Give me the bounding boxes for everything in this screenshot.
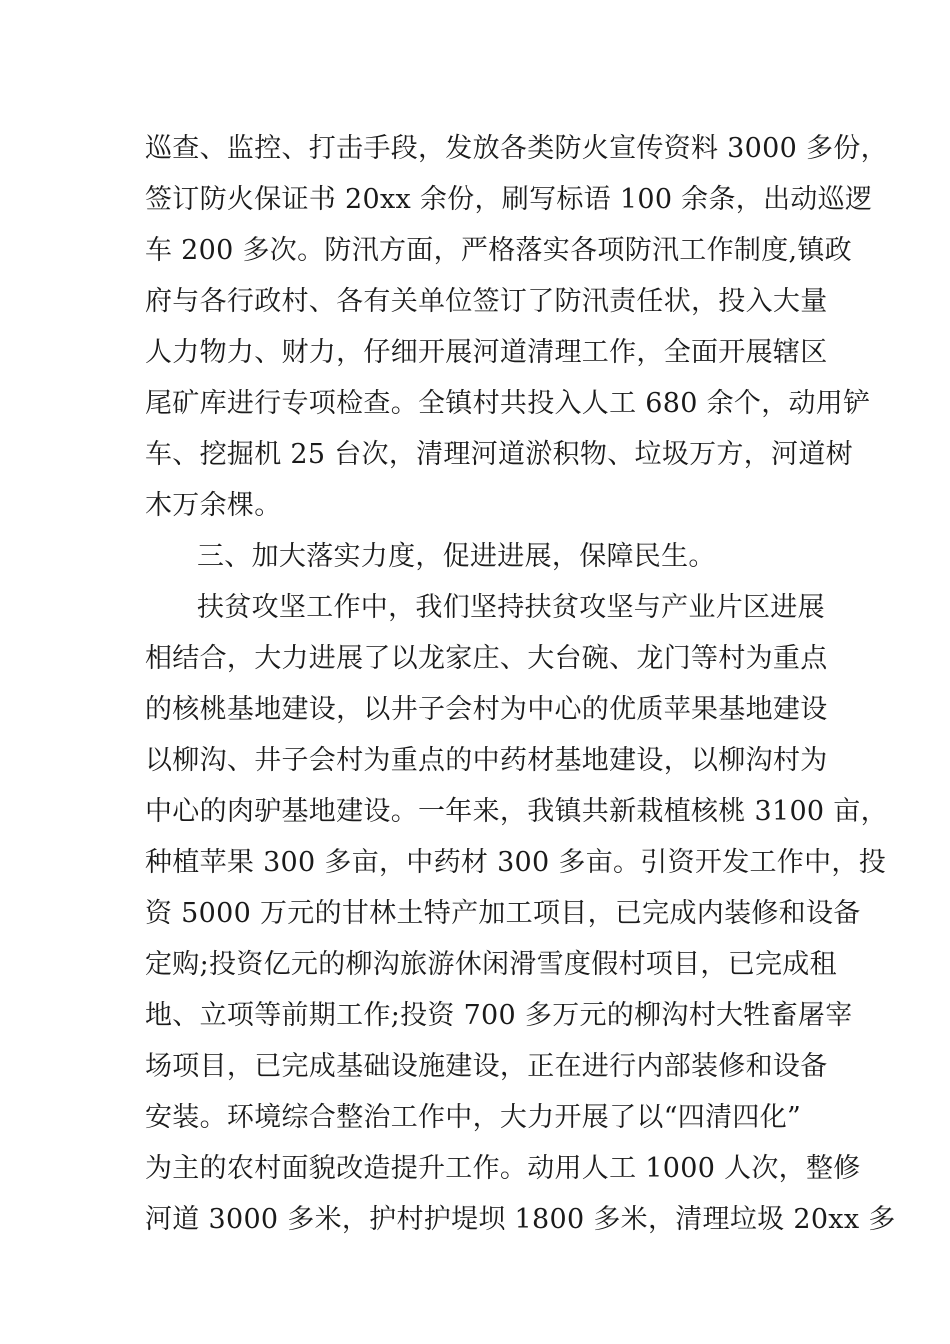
text-line: 场项目，已完成基础设施建设，正在进行内部装修和设备 <box>145 1051 828 1082</box>
text-line: 签订防火保证书 20xx 余份，刷写标语 100 余条，出动巡逻 <box>145 184 873 215</box>
text-line: 尾矿库进行专项检查。全镇村共投入人工 680 余个，动用铲 <box>145 388 871 419</box>
text-line: 中心的肉驴基地建设。一年来，我镇共新栽植核桃 3100 亩， <box>145 796 888 827</box>
text-line: 扶贫攻坚工作中，我们坚持扶贫攻坚与产业片区进展 <box>197 592 825 623</box>
text-line: 府与各行政村、各有关单位签订了防汛责任状，投入大量 <box>145 286 828 317</box>
text-line: 为主的农村面貌改造提升工作。动用人工 1000 人次，整修 <box>145 1153 861 1184</box>
text-line: 定购;投资亿元的柳沟旅游休闲滑雪度假村项目，已完成租 <box>145 949 837 980</box>
text-line: 资 5000 万元的甘林土特产加工项目，已完成内装修和设备 <box>145 898 861 929</box>
text-line: 相结合，大力进展了以龙家庄、大台碗、龙门等村为重点 <box>145 643 828 674</box>
text-line: 车 200 多次。防汛方面，严格落实各项防汛工作制度,镇政 <box>145 235 852 266</box>
text-line: 木万余棵。 <box>145 490 282 521</box>
section-heading: 三、加大落实力度，促进进展，保障民生。 <box>197 541 716 572</box>
text-line: 安装。环境综合整治工作中，大力开展了以“四清四化” <box>145 1102 802 1133</box>
text-line: 人力物力、财力，仔细开展河道清理工作，全面开展辖区 <box>145 337 828 368</box>
text-line: 以柳沟、井子会村为重点的中药材基地建设，以柳沟村为 <box>145 745 828 776</box>
text-line: 巡查、监控、打击手段，发放各类防火宣传资料 3000 多份， <box>145 133 888 164</box>
text-line: 种植苹果 300 多亩，中药材 300 多亩。引资开发工作中，投 <box>145 847 886 878</box>
text-line: 河道 3000 多米，护村护堤坝 1800 多米，清理垃圾 20xx 多 <box>145 1204 896 1235</box>
text-line: 地、立项等前期工作;投资 700 多万元的柳沟村大牲畜屠宰 <box>145 1000 853 1031</box>
text-line: 的核桃基地建设，以井子会村为中心的优质苹果基地建设 <box>145 694 828 725</box>
text-line: 车、挖掘机 25 台次，清理河道淤积物、垃圾万方，河道树 <box>145 439 853 470</box>
